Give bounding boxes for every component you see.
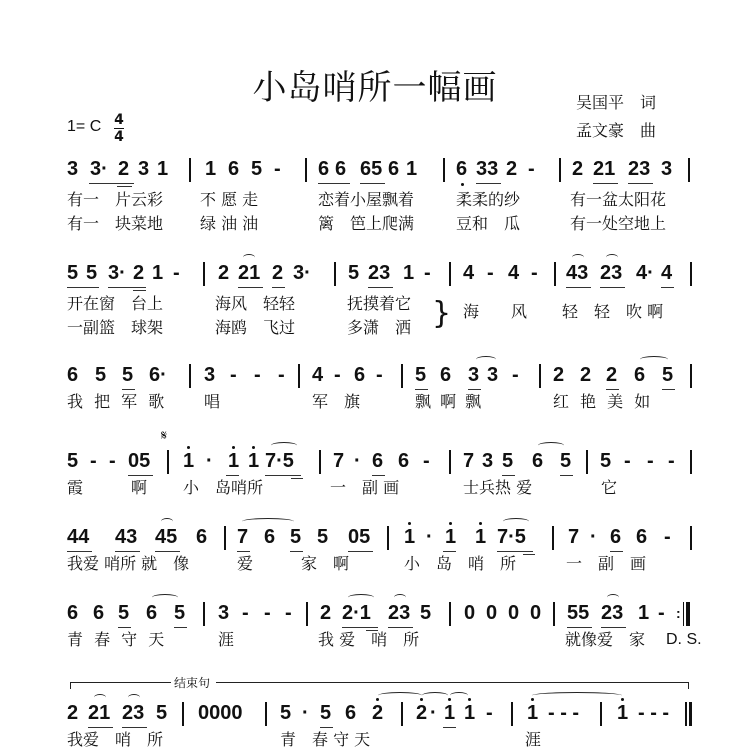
lyric: 我爱 哨所 就 像 xyxy=(67,554,190,573)
lyric: 豆和 瓜 xyxy=(456,214,521,233)
lyric: 海风 轻轻 xyxy=(215,294,296,313)
verse-brace-icon: } xyxy=(432,296,452,331)
lyric: 涯 xyxy=(218,630,235,649)
lyric: 军 旗 xyxy=(312,392,361,411)
notation-measure: 1 xyxy=(157,158,169,180)
lyric: 抚摸着它 xyxy=(347,294,412,313)
lyric: 篱 笆上爬满 xyxy=(318,214,415,233)
lyric: 一 副 画 xyxy=(566,554,647,573)
lyric: 我爱 哨 所 xyxy=(67,730,164,749)
lyric: 轻 轻 吹 啊 xyxy=(562,302,664,321)
lyric: 它 xyxy=(601,478,618,497)
lyric: 有一盆太阳花 xyxy=(570,190,667,209)
lyric: 涯 xyxy=(525,730,542,749)
notation-measure: 3 xyxy=(67,158,79,180)
notation-measure: 3 xyxy=(138,158,150,180)
lyric: 不 愿 走 xyxy=(200,190,259,209)
ending-label: 结束句 xyxy=(174,676,211,690)
lyric: 小 岛哨所 xyxy=(183,478,264,497)
song-title: 小岛哨所一幅画 xyxy=(252,68,498,108)
lyric: 恋着小屋飘着 xyxy=(318,190,415,209)
segno-icon: 𝄋 xyxy=(161,428,168,444)
lyric: 霞 啊 xyxy=(67,478,148,497)
dal-segno-marking: D. S. xyxy=(666,631,702,648)
notation-measure: 3· xyxy=(90,158,108,180)
lyric: 有一 片云彩 xyxy=(67,190,164,209)
lyric: 一 副 画 xyxy=(330,478,400,497)
lyric: 爱 家 啊 xyxy=(237,554,350,573)
lyric: 青 春 守 天 xyxy=(280,730,371,749)
lyric: 青 春 守 天 xyxy=(67,630,165,649)
lyric: 我 把 军 歌 xyxy=(67,392,165,411)
lyric: 唱 xyxy=(204,392,221,411)
lyric: 海 风 xyxy=(463,302,528,321)
lyric: 飘 啊 飘 xyxy=(415,392,482,411)
lyric: 就像爱 家 xyxy=(565,630,646,649)
lyric: 多潇 洒 xyxy=(347,318,412,337)
lyricist-credit: 吴国平 词 xyxy=(576,93,657,112)
lyric: 有一处空地上 xyxy=(570,214,667,233)
lyric: 开在窗 台上 xyxy=(67,294,164,313)
time-signature: 4 4 xyxy=(114,112,124,145)
lyric: 士兵热 爱 xyxy=(463,478,533,497)
lyric: 海鸥 飞过 xyxy=(215,318,296,337)
lyric: 有一 块菜地 xyxy=(67,214,164,233)
lyric: 小 岛 哨 所 xyxy=(404,554,517,573)
key-signature: 1= C xyxy=(67,118,102,135)
lyric: 柔柔的纱 xyxy=(456,190,521,209)
lyric: 一副篮 球架 xyxy=(67,318,164,337)
notation-measure: 2 xyxy=(118,158,130,180)
lyric: 红 艳 美 如 xyxy=(553,392,651,411)
lyric: 我 爱 哨 所 xyxy=(318,630,420,649)
composer-credit: 孟文豪 曲 xyxy=(576,121,657,140)
lyric: 绿 油 油 xyxy=(200,214,259,233)
